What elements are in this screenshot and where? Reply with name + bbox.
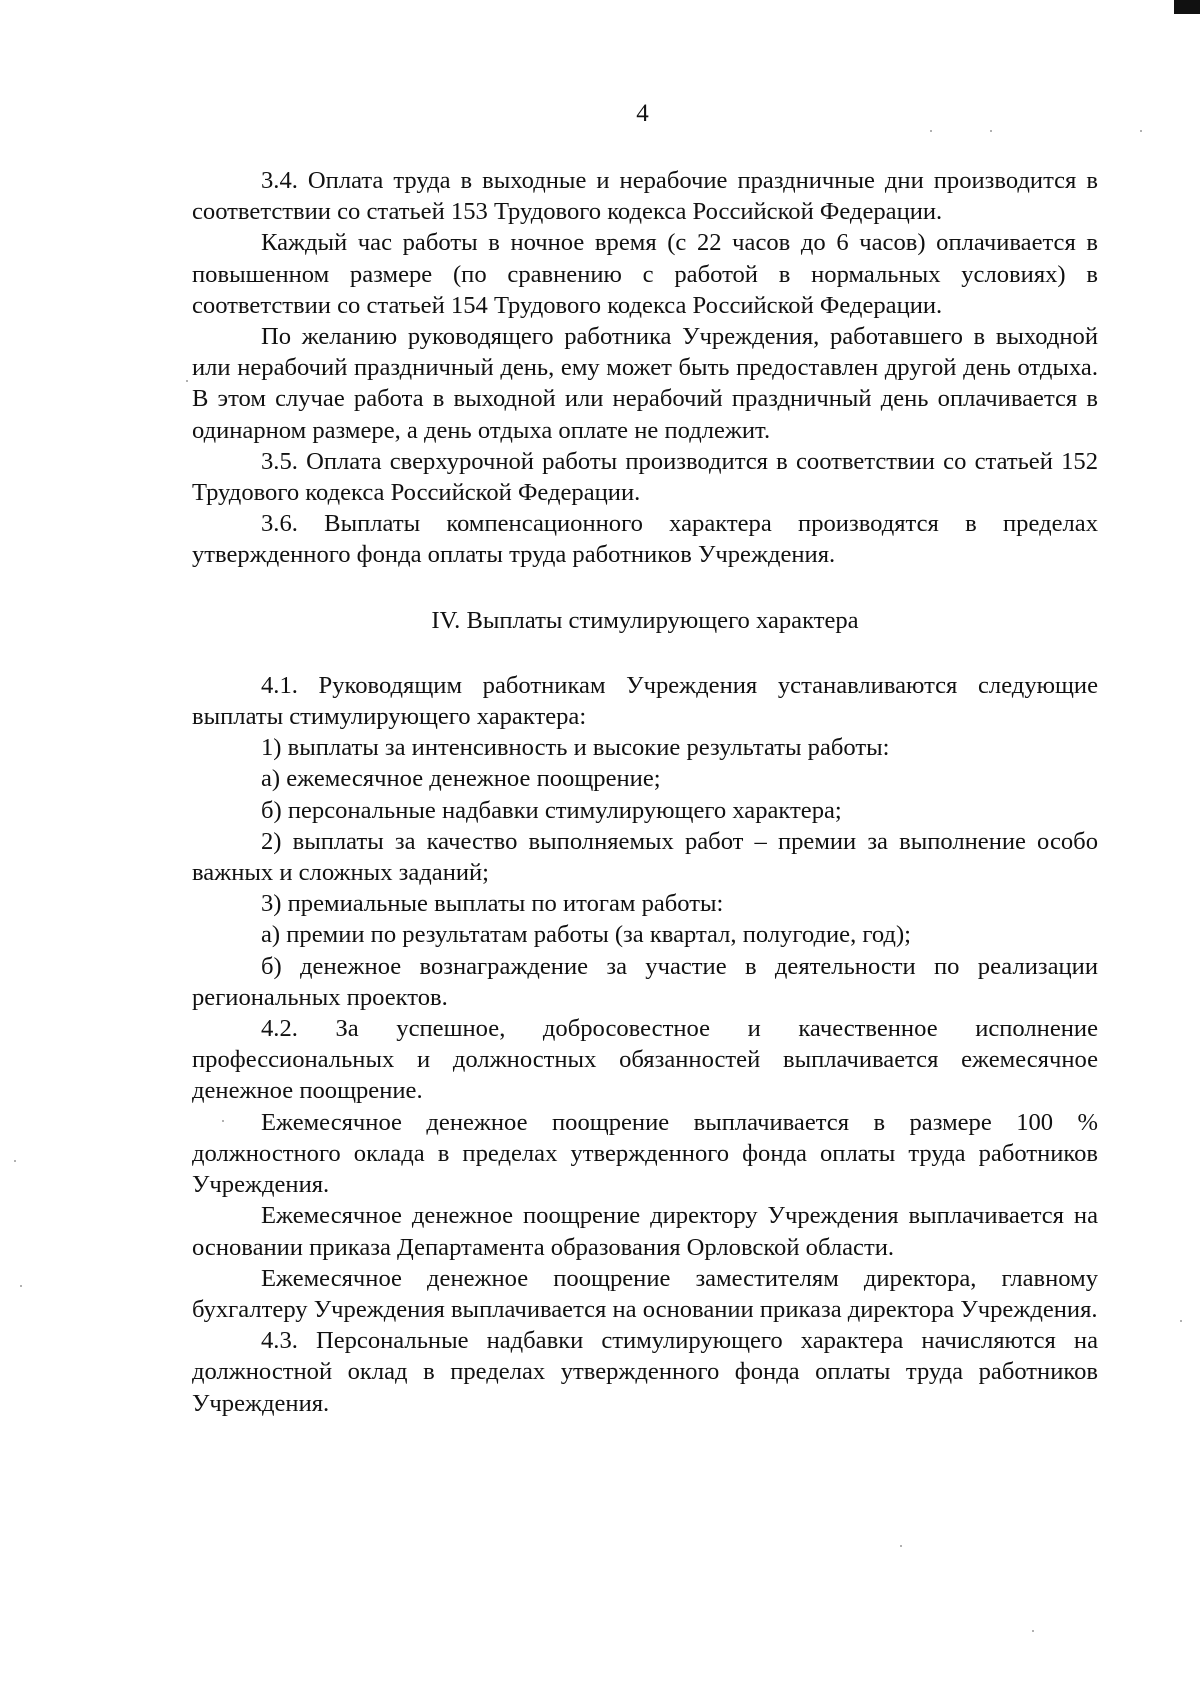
document-body [192, 165, 1098, 1419]
scan-speck [990, 130, 992, 132]
scan-speck [930, 130, 932, 132]
paragraph-deputies-bonus: Ежемесячное денежное поощрение заместителям директора, главному бухгалтеру Учреждения выплачивается на основании приказа директора Учреждения. [192, 1264, 1098, 1323]
page-number: 4 [636, 100, 649, 127]
scan-speck [222, 1120, 224, 1122]
scan-speck [1032, 1630, 1034, 1632]
section-heading: IV. Выплаты стимулирующего характера [431, 606, 859, 634]
paragraph-4-2: 4.2. За успешное, добросовестное и качественное исполнение профессиональных и должностных обязанностей выплачивается ежемесячное денежное поощрение. [192, 1015, 1098, 1105]
list-item-3: 3) премиальные выплаты по итогам работы: [261, 890, 724, 918]
list-item-1a: а) ежемесячное денежное поощрение; [261, 765, 661, 793]
scan-speck [1140, 130, 1142, 132]
scan-speck [1180, 1320, 1182, 1322]
paragraph-3-5: 3.5. Оплата сверхурочной работы производится в соответствии со статьей 152 Трудового кодекса Российской Федерации. [192, 447, 1098, 507]
paragraph-4-3: 4.3. Персональные надбавки стимулирующего характера начисляются на должностной оклад в пределах утвержденного фонда оплаты труда работников Учреждения. [192, 1327, 1098, 1417]
list-item-1b: б) персональные надбавки стимулирующего характера; [261, 796, 842, 824]
scan-speck [20, 1285, 22, 1287]
paragraph-night-work: Каждый час работы в ночное время (с 22 часов до 6 часов) оплачивается в повышенном размере (по сравнению с работой в нормальных условиях) в соответствии со статьей 154 Трудового кодекса Российской Федерации. [192, 229, 1098, 319]
paragraph-3-4: 3.4. Оплата труда в выходные и нерабочие праздничные дни производится в соответствии со статьей 153 Трудового кодекса Российской Федерации. [192, 167, 1098, 226]
list-item-3b: б) денежное вознаграждение за участие в деятельности по реализации региональных проектов. [192, 952, 1098, 1011]
scan-speck [14, 1160, 16, 1162]
paragraph-director-bonus: Ежемесячное денежное поощрение директору Учреждения выплачивается на основании приказа Департамента образования Орловской области. [192, 1202, 1098, 1261]
scan-speck [186, 380, 188, 382]
scan-speck [900, 1545, 902, 1547]
list-item-2: 2) выплаты за качество выполняемых работ – премии за выполнение особо важных и сложных заданий; [192, 827, 1098, 887]
scan-edge-mark [1174, 0, 1200, 14]
paragraph-monthly-bonus-size: Ежемесячное денежное поощрение выплачивается в размере 100 % должностного оклада в пределах утвержденного фонда оплаты труда работников Учреждения. [192, 1108, 1098, 1199]
paragraph-4-1: 4.1. Руководящим работникам Учреждения устанавливаются следующие выплаты стимулирующего характера: [192, 671, 1098, 731]
list-item-1: 1) выплаты за интенсивность и высокие результаты работы: [261, 734, 890, 762]
paragraph-3-6: 3.6. Выплаты компенсационного характера производятся в пределах утвержденного фонда оплаты труда работников Учреждения. [192, 510, 1098, 569]
list-item-3a: а) премии по результатам работы (за квартал, полугодие, год); [261, 921, 911, 949]
paragraph-day-off: По желанию руководящего работника Учреждения, работавшего в выходной или нерабочий праздничный день, ему может быть предоставлен другой день отдыха. В этом случае работа в выходной или нерабочий праздничный день оплачивается в одинарном размере, а день отдыха оплате не подлежит. [192, 323, 1098, 444]
